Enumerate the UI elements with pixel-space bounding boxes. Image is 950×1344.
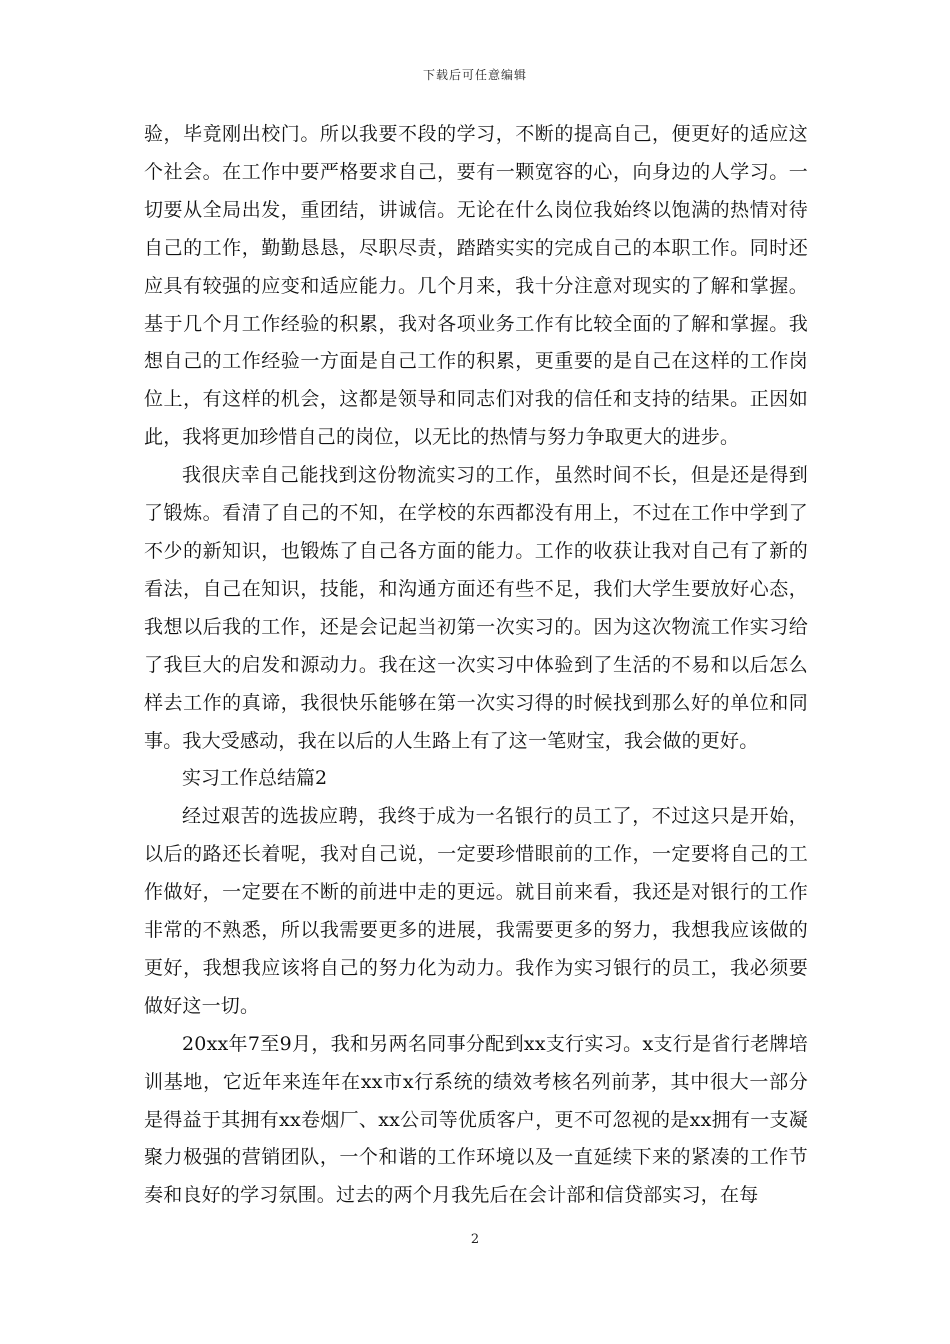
page-number: 2 [470,1232,480,1247]
paragraph-bank-employee: 经过艰苦的选拔应聘，我终于成为一名银行的员工了，不过这只是开始，以后的路还长着呢，我对自己说，一定要珍惜眼前的工作，一定要将自己的工作做好，一定要在不断的前进中走的更远。就目前来看，我还是对银行的工作非常的不熟悉，所以我需要更多的进展，我需要更多的努力，我想我应该做的更好，我想我应该将自己的努力化为动力。我作为实习银行的员工，我必须要做好这一切。 [144,805,808,1017]
paragraph-logistics-internship: 我很庆幸自己能找到这份物流实习的工作，虽然时间不长，但是还是得到了锻炼。看清了自己的不知，在学校的东西都没有用上，不过在工作中学到了不少的新知识，也锻炼了自己各方面的能力。工作的收获让我对自己有了新的看法，自己在知识，技能，和沟通方面还有些不足，我们大学生要放好心态，我想以后我的工作，还是会记起当初第一次实习的。因为这次物流工作实习给了我巨大的启发和源动力。我在这一次实习中体验到了生活的不易和以后怎么样去工作的真谛，我很快乐能够在第一次实习得的时候找到那么好的单位和同事。我大受感动，我在以后的人生路上有了这一笔财宝，我会做的更好。 [144,464,808,752]
document-body [144,116,808,1215]
paragraph-branch-internship: 20xx年7至9月，我和另两名同事分配到xx支行实习。x支行是省行老牌培训基地，它近年来连年在xx市x行系统的绩效考核名列前茅，其中很大一部分是得益于其拥有xx卷烟厂、xx公司等优质客户，更不可忽视的是xx拥有一支凝聚力极强的营销团队，一个和谐的工作环境以及一直延续下来的紧凑的工作节奏和良好的学习氛围。过去的两个月我先后在会计部和信贷部实习，在每 [144,1032,808,1207]
section-heading: 实习工作总结篇2 [182,767,328,790]
page-header: 下载后可任意编辑 [422,68,527,82]
paragraph-continuation: 验，毕竟刚出校门。所以我要不段的学习，不断的提高自己，便更好的适应这个社会。在工作中要严格要求自己，要有一颗宽容的心，向身边的人学习。一切要从全局出发，重团结，讲诚信。无论在什么岗位我始终以饱满的热情对待自己的工作，勤勤恳恳，尽职尽责，踏踏实实的完成自己的本职工作。同时还应具有较强的应变和适应能力。几个月来，我十分注意对现实的了解和掌握。基于几个月工作经验的积累，我对各项业务工作有比较全面的了解和掌握。我想自己的工作经验一方面是自己工作的积累，更重要的是自己在这样的工作岗位上，有这样的机会，这都是领导和同志们对我的信任和支持的结果。正因如此，我将更加珍惜自己的岗位，以无比的热情与努力争取更大的进步。 [144,123,808,449]
